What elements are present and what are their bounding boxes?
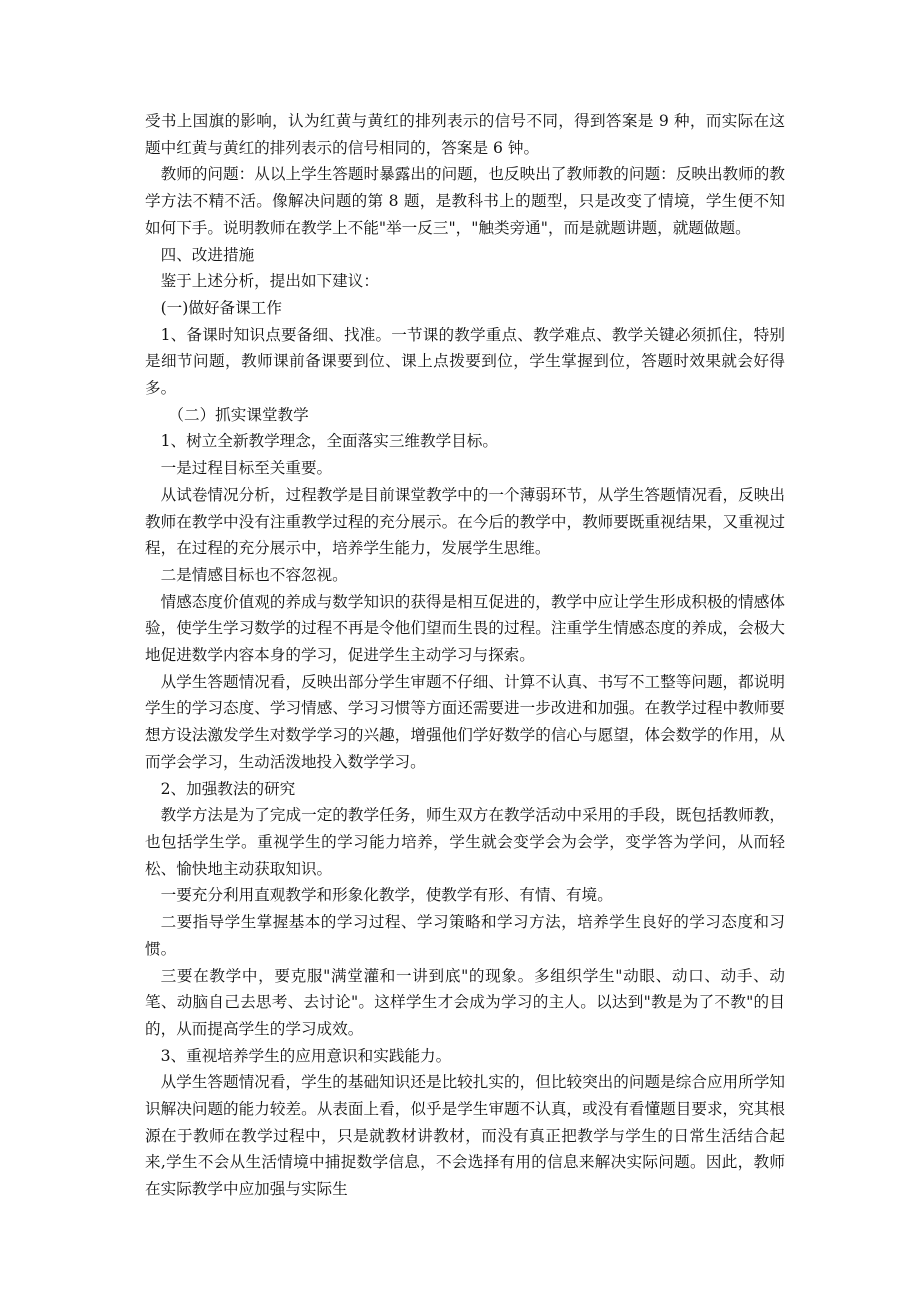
paragraph-12: 一要充分利用直观教学和形象化教学，使教学有形、有情、有境。 [160, 886, 613, 905]
paragraph-2: 鉴于上述分析，提出如下建议： [160, 272, 379, 291]
paragraph-7: 二是情感目标也不容忽视。 [160, 565, 348, 584]
paragraph-15: 3、重视培养学生的应用意识和实践能力。 [160, 1046, 452, 1065]
paragraph-5: 一是过程目标至关重要。 [160, 459, 333, 478]
paragraph-3: 1、备课时知识点要备细、找准。一节课的教学重点、教学难点、教学关键必须抓住，特别是细节问题，教师课前备课要到位、课上点拨要到位，学生掌握到位，答题时效果就会好得多。 [145, 325, 785, 398]
paragraph-8: 情感态度价值观的养成与数学知识的获得是相互促进的，教学中应让学生形成积极的情感体验，使学生学习数学的过程不再是令他们望而生畏的过程。注重学生情感态度的养成，会极大地促进数学内容本身的学习，促进学生主动学习与探索。 [145, 592, 785, 665]
paragraph-0: 受书上国旗的影响，认为红黄与黄红的排列表示的信号不同，得到答案是 9 种，而实际在这题中红黄与黄红的排列表示的信号相同的，答案是 6 钟。 [145, 112, 785, 157]
paragraph-13: 二要指导学生掌握基本的学习过程、学习策略和学习方法，培养学生良好的学习态度和习惯。 [145, 913, 785, 958]
paragraph-6: 从试卷情况分析，过程教学是目前课堂教学中的一个薄弱环节，从学生答题情况看，反映出教师在教学中没有注重教学过程的充分展示。在今后的教学中，教师要既重视结果，又重视过程，在过程的充分展示中，培养学生能力，发展学生思维。 [145, 485, 785, 558]
subsection-heading-1: (一)做好备课工作 [160, 298, 282, 317]
paragraph-9: 从学生答题情况看，反映出部分学生审题不仔细、计算不认真、书写不工整等问题，都说明学生的学习态度、学习情感、学习习惯等方面还需要进一步改进和加强。在教学过程中教师要想方设法激发学生对数学学习的兴趣，增强他们学好数学的信心与愿望，体会数学的作用，从而学会学习，生动活泼地投入数学学习。 [145, 672, 785, 771]
paragraph-14: 三要在教学中，要克服"满堂灌和一讲到底"的现象。多组织学生"动眼、动口、动手、动笔、动脑自己去思考、去讨论"。这样学生才会成为学习的主人。以达到"教是为了不教"的目的，从而提高学生的学习成效。 [145, 966, 785, 1038]
paragraph-10: 2、加强教法的研究 [160, 779, 296, 798]
paragraph-16: 从学生答题情况看，学生的基础知识还是比较扎实的，但比较突出的问题是综合应用所学知识解决问题的能力较差。从表面上看，似乎是学生审题不认真，或没有看懂题目要求，究其根源在于教师在教学过程中，只是就教材讲教材，而没有真正把教学与学生的日常生活结合起来,学生不会从生活情境中捕捉数学信息，不会选择有用的信息来解决实际问题。因此，教师在实际教学中应加强与实际生 [145, 1073, 785, 1199]
paragraph-1: 教师的问题：从以上学生答题时暴露出的问题，也反映出了教师教的问题：反映出教师的教学方法不精不活。像解决问题的第 8 题，是教科书上的题型，只是改变了情境，学生便不知如何下手。说明教师在教学上不能"举一反三"，"触类旁通"，而是就题讲题，就题做题。 [145, 165, 785, 237]
paragraph-4: 1、树立全新教学理念，全面落实三维教学目标。 [160, 432, 498, 451]
paragraph-11: 教学方法是为了完成一定的教学任务，师生双方在教学活动中采用的手段，既包括教师教，也包括学生学。重视学生的学习能力培养，学生就会变学会为会学，变学答为学问，从而轻松、愉快地主动获取知识。 [145, 806, 785, 878]
document-page [145, 108, 785, 1203]
section-heading-4: 四、改进措施 [160, 245, 255, 264]
subsection-heading-2: （二）抓实课堂教学 [168, 405, 309, 424]
